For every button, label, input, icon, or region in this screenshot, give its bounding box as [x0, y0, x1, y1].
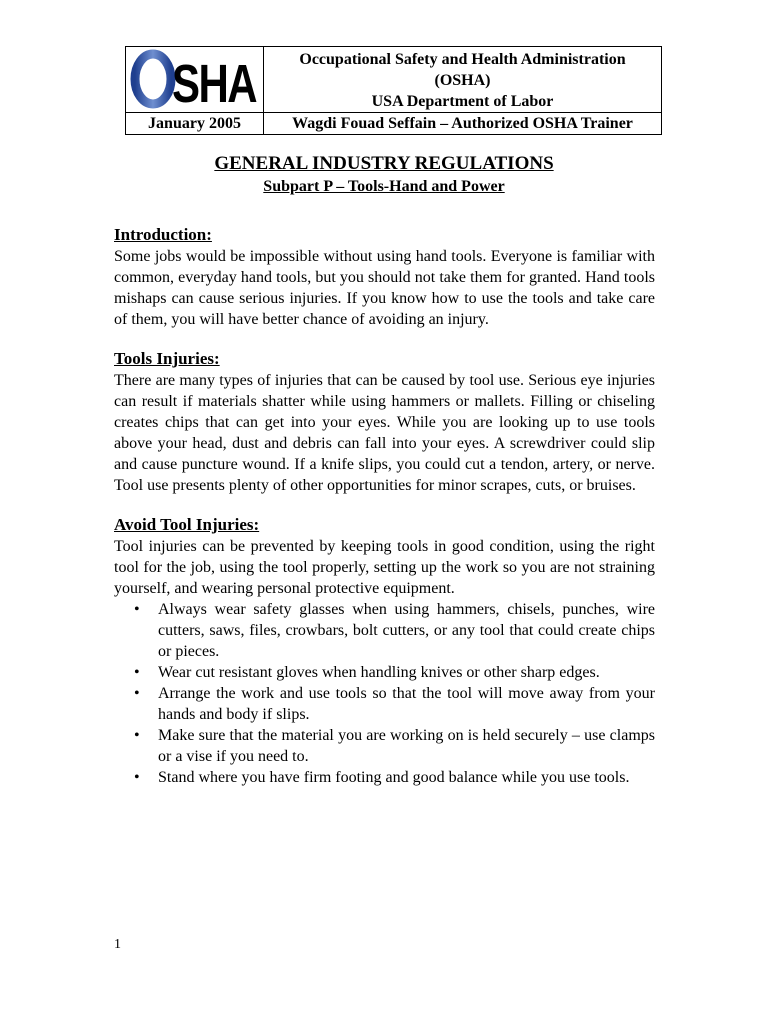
list-item-text: Always wear safety glasses when using hammers, chisels, punches, wire cutters, saws, files, crowbars, bolt cutters, or any tool that could create chips or pieces. — [158, 601, 655, 660]
page-subtitle: Subpart P – Tools-Hand and Power — [263, 178, 505, 195]
section-paragraph: Tool injuries can be prevented by keeping tools in good condition, using the right tool for the job, using the tool properly, setting up the work so you are not straining yourself, and wearing personal protective equipment. — [114, 538, 655, 597]
org-department: USA Department of Labor — [371, 92, 554, 110]
list-item — [114, 662, 655, 683]
list-item — [114, 725, 655, 767]
list-item — [114, 767, 655, 788]
list-item-text: Arrange the work and use tools so that the tool will move away from your hands and body if slips. — [158, 685, 655, 723]
document-body — [114, 224, 655, 788]
list-item — [114, 599, 655, 662]
org-name: Occupational Safety and Health Administration — [299, 50, 626, 68]
bullet-icon: • — [134, 727, 140, 744]
section-heading: Introduction: — [114, 225, 212, 244]
list-item — [114, 683, 655, 725]
bullet-icon: • — [134, 664, 140, 681]
list-item-text: Wear cut resistant gloves when handling knives or other sharp edges. — [158, 664, 600, 681]
trainer-name: Wagdi Fouad Seffain – Authorized OSHA Trainer — [264, 113, 662, 135]
section-avoid-tool-injuries — [114, 514, 655, 788]
bullet-list — [114, 599, 655, 788]
list-item-text: Make sure that the material you are working on is held securely – use clamps or a vise if you need to. — [158, 727, 655, 765]
title-block — [0, 152, 768, 197]
section-paragraph: There are many types of injuries that can be caused by tool use. Serious eye injuries can result if materials shatter while using hammers or mallets. Filling or chiseling creates chips that can get into your eyes. While you are looking up to use tools above your head, dust and debris can fall into your eyes. A screwdriver could slip and cause puncture wound. If a knife slips, you could cut a tendon, artery, or nerve. Tool use presents plenty of other opportunities for minor scrapes, cuts, or bruises. — [114, 372, 655, 494]
osha-logo — [132, 47, 258, 114]
section-heading: Avoid Tool Injuries: — [114, 515, 260, 534]
bullet-icon: • — [134, 769, 140, 786]
document-date: January 2005 — [126, 113, 264, 135]
header-table — [125, 46, 662, 135]
organization-info — [264, 47, 662, 113]
org-acronym: (OSHA) — [434, 71, 491, 89]
section-paragraph: Some jobs would be impossible without using hand tools. Everyone is familiar with common, everyday hand tools, but you should not take them for granted. Hand tools mishaps can cause serious injuries. If you know how to use the tools and take care of them, you will have better chance of avoiding an injury. — [114, 248, 655, 328]
section-heading: Tools Injuries: — [114, 349, 220, 368]
list-item-text: Stand where you have firm footing and good balance while you use tools. — [158, 769, 630, 786]
section-tools-injuries — [114, 348, 655, 496]
page-number: 1 — [114, 937, 121, 952]
section-introduction — [114, 224, 655, 330]
page-title: GENERAL INDUSTRY REGULATIONS — [214, 153, 554, 174]
osha-logo-cell — [126, 47, 264, 113]
svg-text:SHA: SHA — [171, 54, 257, 114]
bullet-icon: • — [134, 601, 140, 618]
bullet-icon: • — [134, 685, 140, 702]
